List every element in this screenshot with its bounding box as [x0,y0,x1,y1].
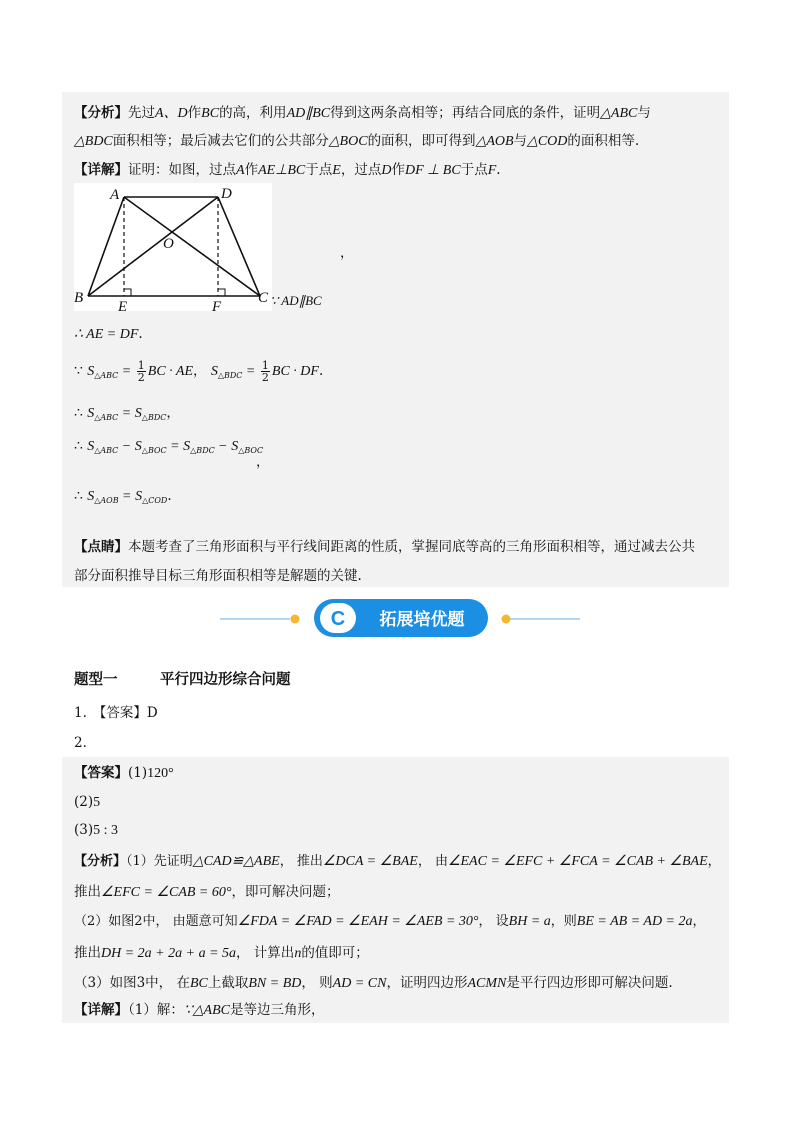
proof-step-4-end: ， [256,454,270,470]
banner-dot-right [502,615,511,624]
analysis-line-1: 【分析】先过A、D作BC的高，利用AD∥BC得到这两条高相等；再结合同底的条件，证明△ABC与 [74,105,651,121]
analysis-line-2: △BDC面积相等；最后减去它们的公共部分△BOC的面积，即可得到△AOB与△COD的面积相等. [74,133,640,149]
fraction-half: $\frac{1}{2}$ [137,359,145,384]
section-banner [220,595,580,641]
q2-answer-2: (2)5 [74,794,101,810]
label-b: B [74,290,84,306]
proof-step-4: ∴ $S_{\triangle ABC} - S_{\triangle BOC} = S_{\triangle BDC} - S_{\triangle BOC}$ [74,439,264,455]
banner-dot-left [291,615,300,624]
proof-step-3: ∴ $S_{\triangle ABC} = S_{\triangle BDC}$， [74,405,180,422]
fraction-half: $\frac{1}{2}$ [261,359,269,384]
comma-right: ， [340,245,354,261]
banner-letter: C [330,608,346,630]
q2-analysis-line-3: （2）如图2中， 由题意可知∠FDA = ∠FAD = ∠EAH = ∠AEB = 30°， 设BH = a，则BE = AB = AD = 2a， [74,914,706,929]
trapezoid-diagram [74,183,272,311]
label-d: D [221,186,232,202]
detail-line: 【详解】证明：如图，过点A作AE⊥BC于点E，过点D作DF ⊥ BC于点F. [74,162,501,178]
q2-answer-3: (3)5 : 3 [74,822,119,838]
label-c: C [258,290,269,306]
question-1-answer: 1. 【答案】D [74,705,158,721]
banner-title: 拓展培优题 [379,610,465,630]
label-f: F [212,299,222,311]
comment-line-1: 【点睛】本题考查了三角形面积与平行线间距离的性质，掌握同底等高的三角形面积相等，通过减去公共 [74,539,695,555]
label-e: E [118,299,128,311]
q2-analysis-line-2: 推出∠EFC = ∠CAB = 60°，即可解决问题； [74,884,340,900]
comment-line-2: 部分面积推导目标三角形面积相等是解题的关键. [74,568,362,584]
label-a: A [110,187,120,203]
proof-step-2: ∵ $S_{\triangle ABC}$ = $\frac{1}{2}$ BC · AE， $S_{\triangle BDC}$ = $\frac{1}{2}$ BC · DF. [74,359,324,384]
q2-analysis-line-1: 【分析】（1）先证明△CAD≌△ABE， 推出∠DCA = ∠BAE， 由∠EAC = ∠EFC + ∠FCA = ∠CAB + ∠BAE， [74,854,721,869]
q2-answer-1: 【答案】(1)120° [74,765,174,781]
q2-analysis-line-4: 推出DH = 2a + 2a + a = 5a， 计算出n的值即可； [74,945,369,961]
proof-step-5: ∴ $S_{\triangle AOB} = S_{\triangle COD}$. [74,488,172,505]
section-title: 平行四边形综合问题 [160,671,291,688]
label-o: O [163,236,174,252]
because-parallel: ∵ AD∥BC [270,293,322,308]
q2-analysis-line-5: （3）如图3中， 在BC上截取BN = BD， 则AD = CN，证明四边形ACMN是平行四边形即可解决问题. [74,975,673,991]
proof-step-1: ∴ AE = DF. [74,326,143,342]
question-2-number: 2. [74,735,87,751]
section-label: 题型一 [74,671,118,688]
q2-detail-line-1: 【详解】（1）解：∵△ABC是等边三角形， [74,1002,325,1018]
